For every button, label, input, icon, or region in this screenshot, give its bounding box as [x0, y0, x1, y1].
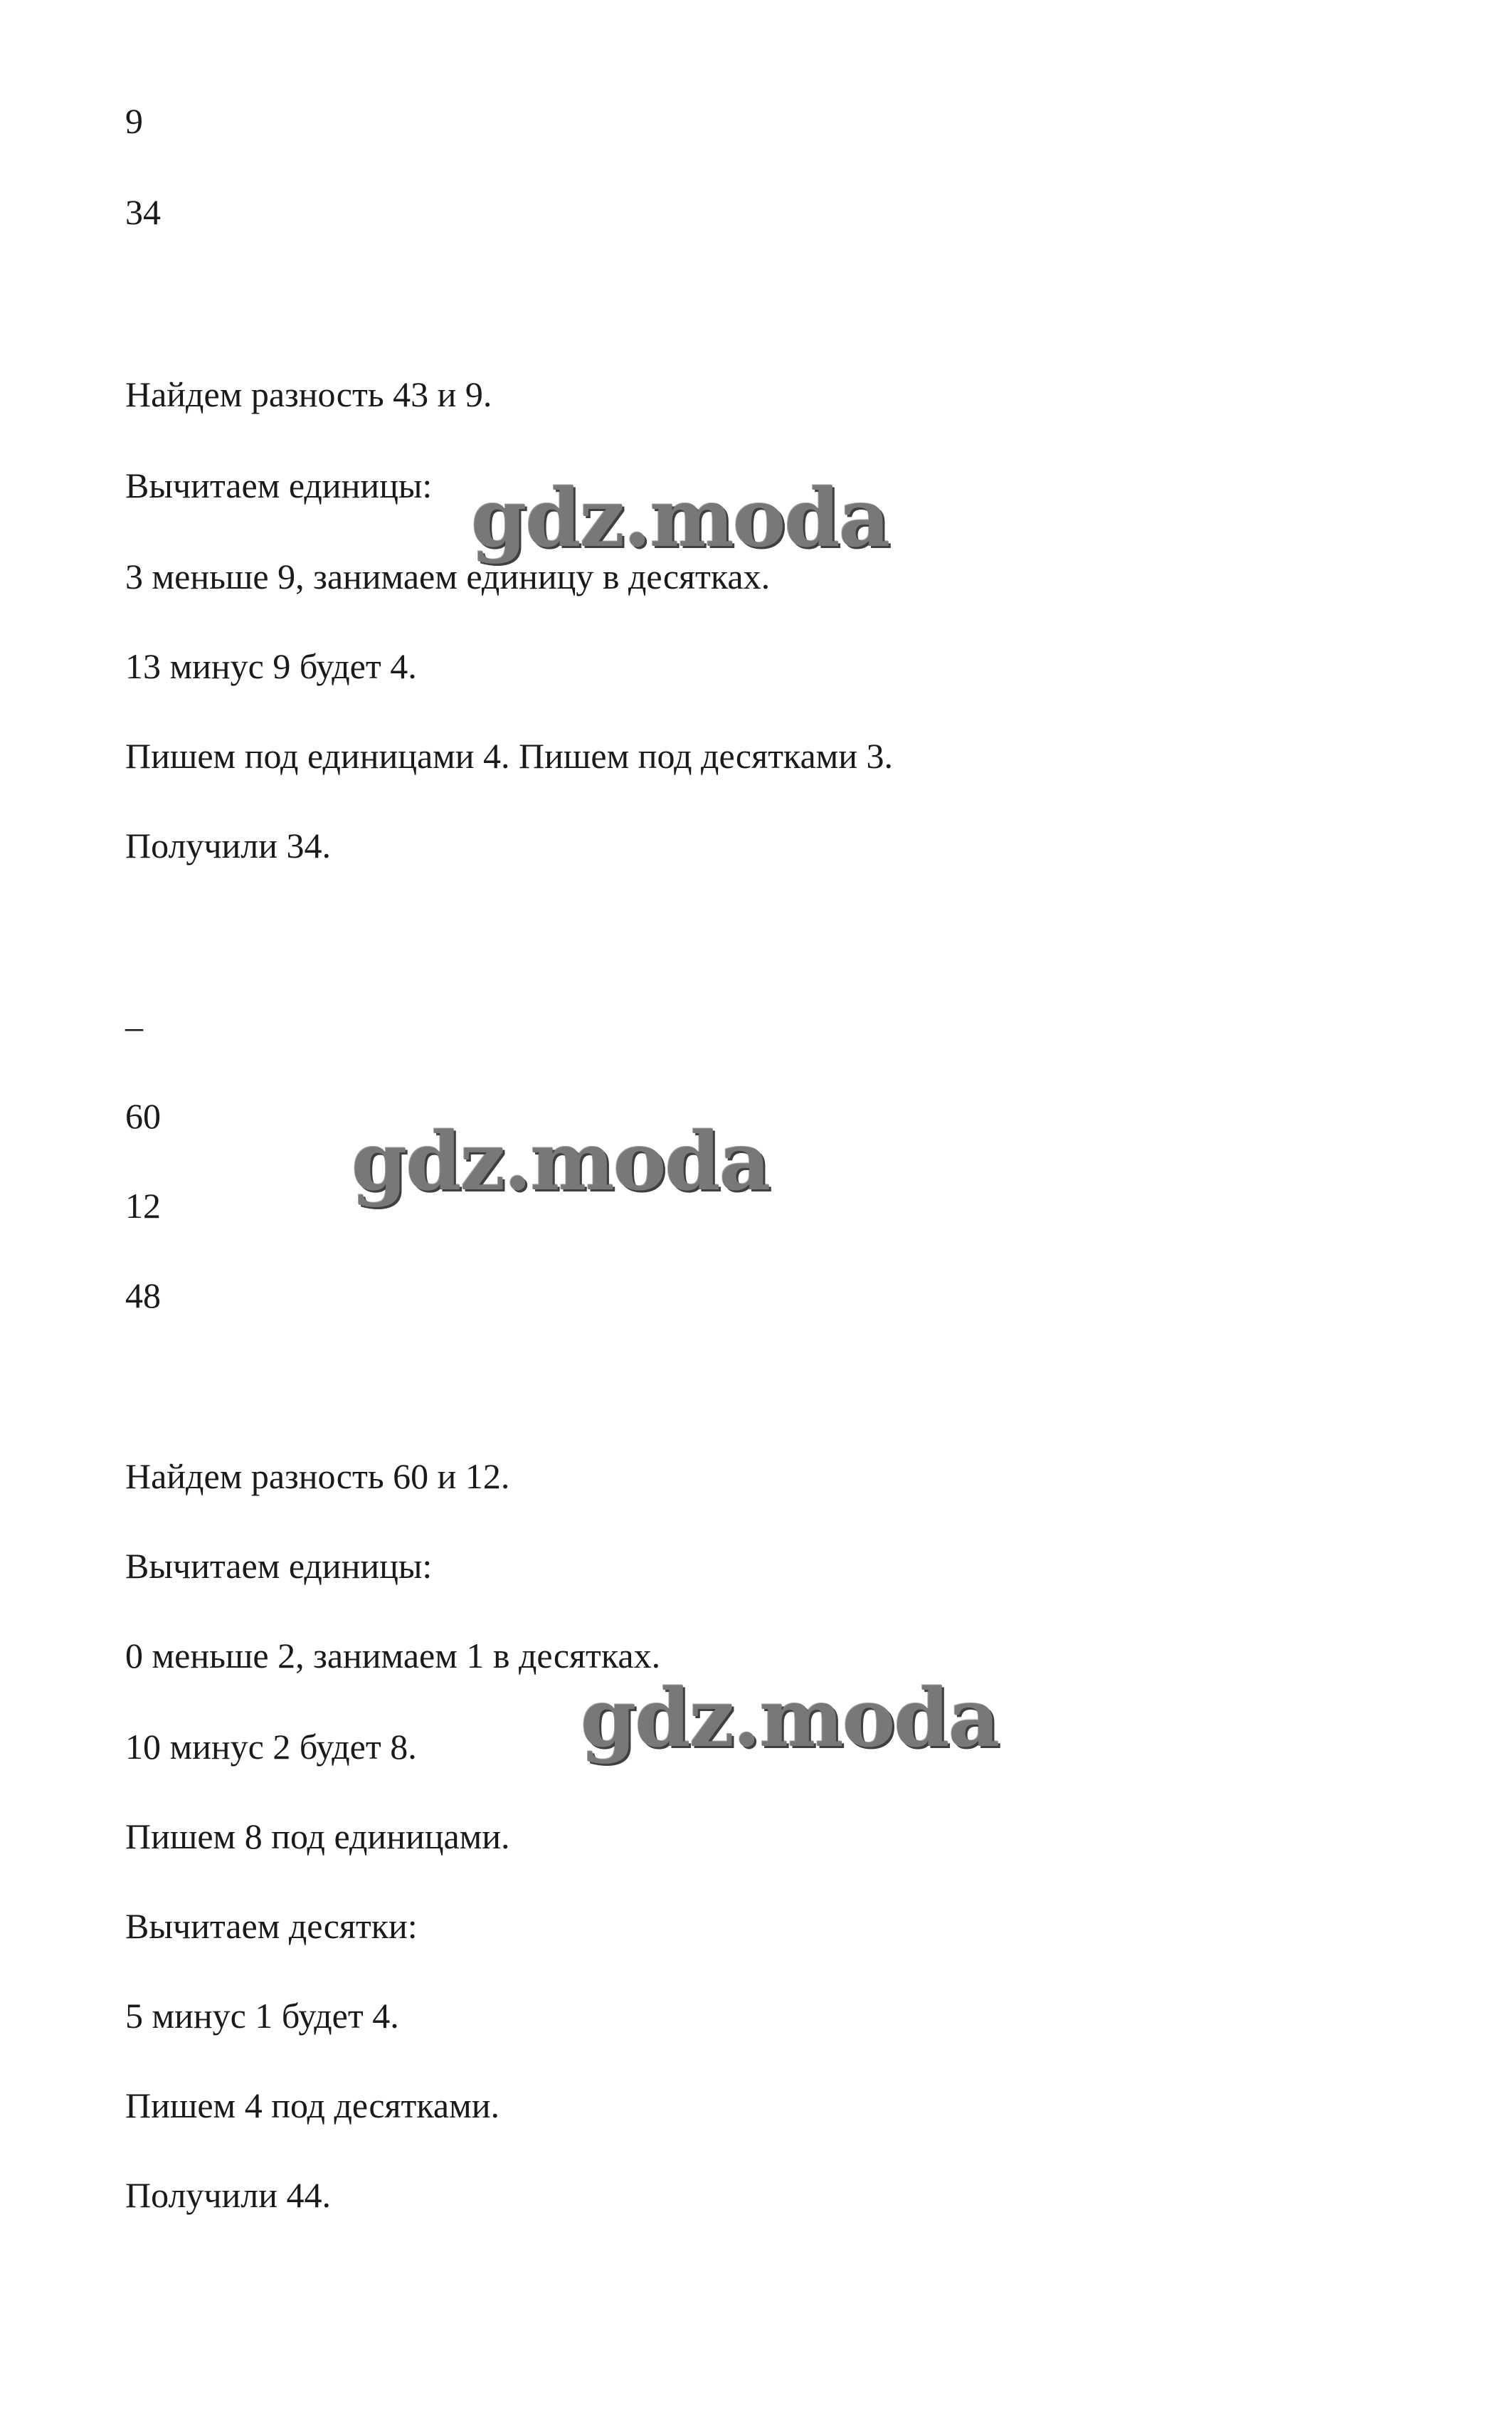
- watermark-logo: gdz.moda: [351, 1115, 770, 1209]
- watermark-logo: gdz.moda: [471, 472, 889, 565]
- text-line: Вычитаем единицы:: [125, 1546, 433, 1586]
- number-line: 60: [125, 1096, 161, 1136]
- text-line: Найдем разность 60 и 12.: [125, 1456, 510, 1496]
- number-line: 12: [125, 1186, 161, 1226]
- text-line: Вычитаем единицы:: [125, 465, 433, 505]
- text-line: Получили 34.: [125, 826, 332, 865]
- text-line: Вычитаем десятки:: [125, 1906, 418, 1946]
- text-line: Пишем 4 под десятками.: [125, 2085, 500, 2125]
- text-line: 13 минус 9 будет 4.: [125, 646, 417, 686]
- text-line: Пишем под единицами 4. Пишем под десятками 3.: [125, 736, 894, 776]
- number-line: 48: [125, 1275, 161, 1315]
- text-line: Найдем разность 43 и 9.: [125, 374, 492, 414]
- text-line: 0 меньше 2, занимаем 1 в десятках.: [125, 1636, 661, 1675]
- minus-sign: –: [125, 1006, 143, 1046]
- watermark-logo: gdz.moda: [581, 1672, 999, 1765]
- text-line: 3 меньше 9, занимаем единицу в десятках.: [125, 557, 771, 596]
- text-line: 10 минус 2 будет 8.: [125, 1727, 417, 1767]
- text-line: 5 минус 1 будет 4.: [125, 1996, 399, 2036]
- number-line: 34: [125, 192, 161, 232]
- number-line: 9: [125, 101, 143, 141]
- text-line: Получили 44.: [125, 2175, 332, 2215]
- text-line: Пишем 8 под единицами.: [125, 1816, 510, 1856]
